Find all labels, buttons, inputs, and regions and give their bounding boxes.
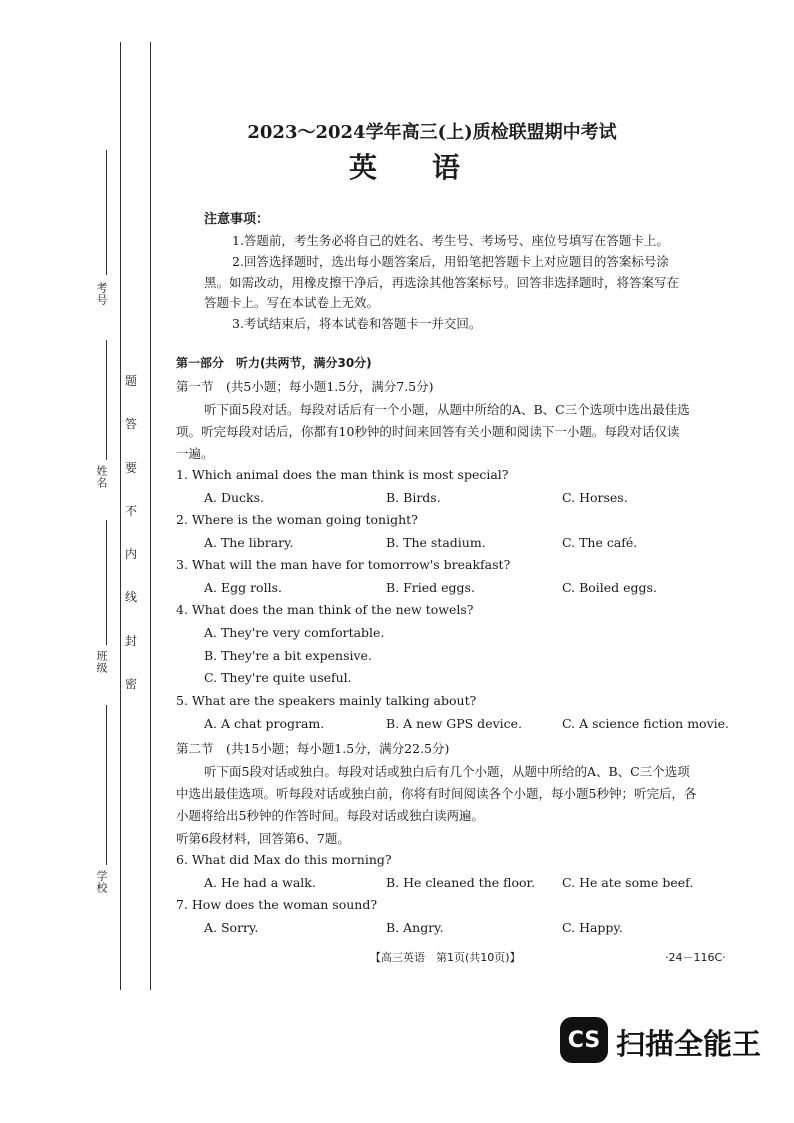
option-a: A. A chat program. [204,716,325,731]
seal-char: 题 [125,374,138,388]
notice-line: 1.答题前，考生务必将自己的姓名、考生号、考场号、座位号填写在答题卡上。 [232,233,669,248]
question-text: 2. Where is the woman going tonight? [176,512,418,527]
notice-line: 答题卡上。写在本试卷上无效。 [204,295,380,310]
label-name: 姓名 [95,465,108,489]
question-text: 5. What are the speakers mainly talking about? [176,693,477,708]
label-school: 学校 [95,870,108,894]
question-text: 4. What does the man think of the new towels? [176,602,474,617]
section2-instruction: 中选出最佳选项。听每段对话或独白前，你将有时间阅读各个小题，每小题5秒钟；听完后，各 [176,786,697,801]
section1-instruction: 一遍。 [176,446,214,461]
notice-line: 黑。如需改动，用橡皮擦干净后，再选涂其他答案标号。回答非选择题时，将答案写在 [204,275,680,290]
option-a: A. They're very comfortable. [204,625,385,640]
part1-heading: 第一部分 听力(共两节，满分30分) [176,356,372,370]
section1-instruction: 项。听完每段对话后，你都有10秒钟的时间来回答有关小题和阅读下一小题。每段对话仅读 [176,424,680,439]
section2-instruction: 听下面5段对话或独白。每段对话或独白后有几个小题，从题中所给的A、B、C三个选项 [204,764,690,779]
seal-char: 不 [125,503,138,518]
seal-char: 封 [125,633,138,648]
option-b: B. Angry. [386,920,444,935]
subject-title: 英语 [348,151,515,184]
option-a: A. Ducks. [204,490,265,505]
option-c: C. Boiled eggs. [562,580,657,595]
option-b: B. Fried eggs. [386,580,475,595]
option-a: A. He had a walk. [204,875,316,890]
blank-name[interactable] [106,340,107,460]
option-a: A. The library. [204,535,294,550]
section1-instruction: 听下面5段对话。每段对话后有一个小题，从题中所给的A、B、C三个选项中选出最佳选 [204,402,690,417]
option-c: C. A science fiction movie. [562,716,730,731]
option-c: C. He ate some beef. [562,875,694,890]
option-c: C. Happy. [562,920,623,935]
option-c: C. The café. [562,535,638,550]
option-c: C. They're quite useful. [204,670,352,685]
exam-code: ·24－116C· [665,951,726,964]
label-exam-number: 考号 [95,282,108,306]
material-note: 听第6段材料，回答第6、7题。 [176,831,350,846]
blank-class[interactable] [106,520,107,645]
option-b: B. Birds. [386,490,441,505]
page-footer: 【高三英语 第1页(共10页)】 [370,951,521,964]
blank-school[interactable] [106,705,107,865]
section2-heading: 第二节 (共15小题；每小题1.5分，满分22.5分) [176,741,450,756]
option-a: A. Egg rolls. [204,580,282,595]
seal-char: 密 [125,676,138,691]
question-text: 6. What did Max do this morning? [176,852,392,867]
notice-line: 3.考试结束后，将本试卷和答题卡一并交回。 [232,316,482,331]
seal-char: 内 [125,547,138,562]
option-b: B. They're a bit expensive. [204,648,372,663]
section1-heading: 第一节 (共5小题；每小题1.5分，满分7.5分) [176,379,434,394]
option-b: B. He cleaned the floor. [386,875,536,890]
notice-line: 2.回答选择题时，选出每小题答案后，用铅笔把答题卡上对应题目的答案标号涂 [232,254,669,269]
option-c: C. Horses. [562,490,628,505]
seal-char: 答 [125,417,138,432]
question-text: 7. How does the woman sound? [176,897,378,912]
option-b: B. The stadium. [386,535,486,550]
question-text: 3. What will the man have for tomorrow's breakfast? [176,557,511,572]
option-a: A. Sorry. [204,920,259,935]
seal-char: 线 [125,590,138,605]
label-class: 班级 [95,650,108,674]
seal-line-text [125,372,137,692]
exam-title: 2023～2024学年高三(上)质检联盟期中考试 [247,122,617,143]
seal-char: 要 [125,460,138,475]
camscanner-name: 扫描全能王 [616,1027,762,1061]
section2-instruction: 小题将给出5秒钟的作答时间。每段对话或独白读两遍。 [176,808,484,823]
camscanner-logo: CS [560,1017,608,1063]
notice-heading: 注意事项： [204,212,270,227]
question-text: 1. Which animal does the man think is most special? [176,467,509,482]
option-b: B. A new GPS device. [386,716,523,731]
